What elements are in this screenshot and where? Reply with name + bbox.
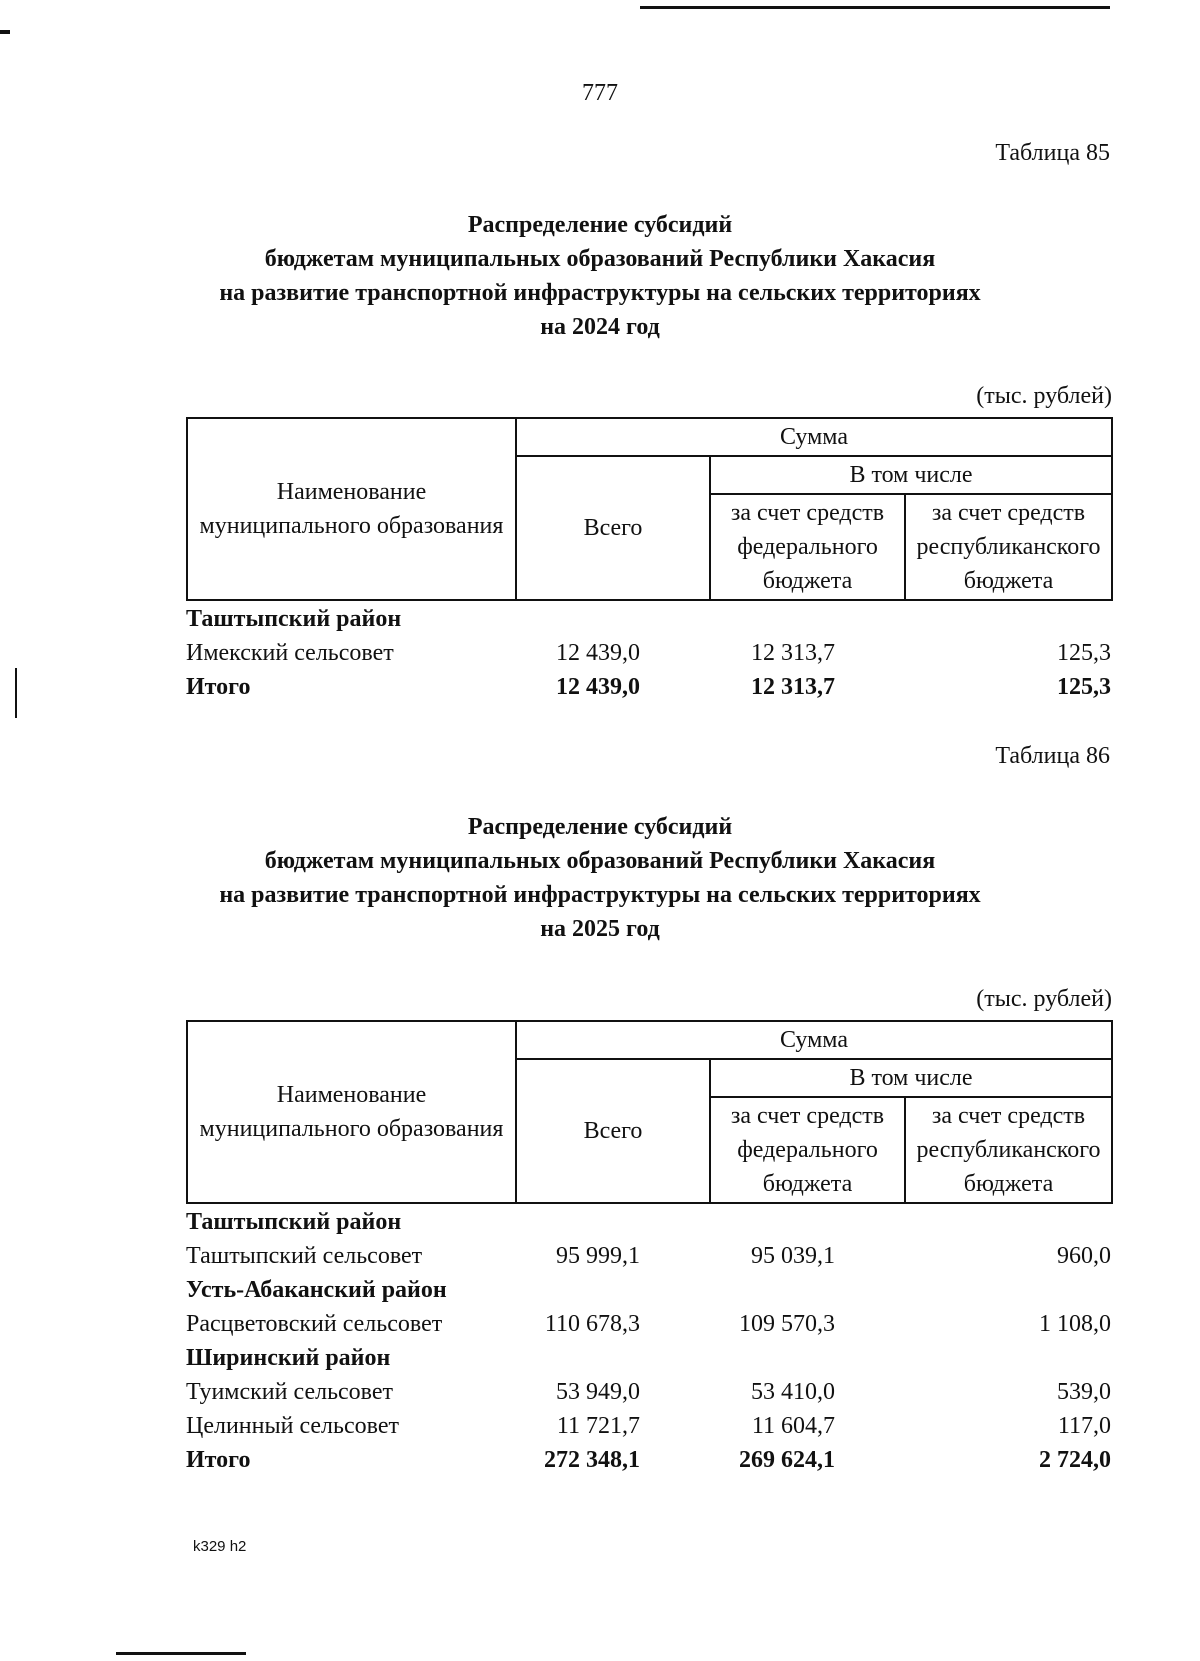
header-total: Всего	[516, 456, 710, 600]
header-federal: за счет средств федерального бюджета	[710, 1097, 905, 1203]
title-line: на развитие транспортной инфраструктуры на сельских территориях	[219, 280, 981, 306]
table-row	[186, 1375, 1111, 1409]
table-row	[186, 636, 1111, 670]
table-85-body	[186, 602, 1111, 704]
title-line: Распределение субсидий	[467, 814, 733, 840]
total-value: 110 678,3	[544, 1311, 640, 1337]
federal-value: 12 313,7	[751, 640, 835, 666]
municipality-name: Таштыпский сельсовет	[186, 1243, 423, 1269]
table-row	[186, 1341, 1111, 1375]
total-value: 272 348,1	[544, 1447, 640, 1473]
table-row	[186, 1273, 1111, 1307]
title-line: на развитие транспортной инфраструктуры на сельских территориях	[219, 882, 981, 908]
table-total-row	[186, 1443, 1111, 1477]
header-republic: за счет средств республиканского бюджета	[905, 494, 1112, 600]
footer-code: k329 h2	[193, 1538, 247, 1555]
total-value: 95 999,1	[556, 1243, 640, 1269]
header-republic: за счет средств республиканского бюджета	[905, 1097, 1112, 1203]
table-86-body	[186, 1205, 1111, 1477]
table-86-title	[130, 810, 1070, 946]
federal-value: 12 313,7	[751, 674, 835, 700]
header-name-column: Наименование муниципального образования	[187, 1021, 516, 1203]
federal-value: 53 410,0	[751, 1379, 835, 1405]
total-value: 11 721,7	[556, 1413, 640, 1439]
federal-value: 11 604,7	[751, 1413, 835, 1439]
title-line: на 2025 год	[540, 916, 660, 942]
district-name: Усть-Абаканский район	[186, 1277, 447, 1303]
scan-artifact-margin	[15, 668, 17, 718]
header-sum: Сумма	[516, 418, 1112, 456]
total-value: 12 439,0	[556, 674, 640, 700]
republic-value: 125,3	[1057, 674, 1111, 700]
table-86-units: (тыс. рублей)	[976, 986, 1112, 1012]
header-including: В том числе	[710, 1059, 1112, 1097]
scan-artifact-bottom	[116, 1652, 246, 1655]
table-86-header	[186, 1020, 1113, 1204]
table-row	[186, 1307, 1111, 1341]
header-federal: за счет средств федерального бюджета	[710, 494, 905, 600]
header-total: Всего	[516, 1059, 710, 1203]
total-label: Итого	[186, 674, 251, 700]
republic-value: 2 724,0	[1039, 1447, 1111, 1473]
table-85-label: Таблица 85	[995, 140, 1110, 166]
district-name: Ширинский район	[186, 1345, 391, 1371]
republic-value: 117,0	[1057, 1413, 1111, 1439]
table-86-label: Таблица 86	[995, 743, 1110, 769]
title-line: Распределение субсидий	[467, 212, 733, 238]
page-number: 777	[582, 80, 618, 106]
table-85-title	[130, 208, 1070, 344]
header-sum: Сумма	[516, 1021, 1112, 1059]
table-85-header	[186, 417, 1113, 601]
municipality-name: Туимский сельсовет	[186, 1379, 393, 1405]
total-label: Итого	[186, 1447, 251, 1473]
scan-artifact-left	[0, 30, 10, 34]
header-including: В том числе	[710, 456, 1112, 494]
table-row	[186, 1205, 1111, 1239]
municipality-name: Целинный сельсовет	[186, 1413, 399, 1439]
table-row	[186, 1239, 1111, 1273]
federal-value: 95 039,1	[751, 1243, 835, 1269]
republic-value: 125,3	[1057, 640, 1111, 666]
municipality-name: Расцветовский сельсовет	[186, 1311, 443, 1337]
district-name: Таштыпский район	[186, 1209, 402, 1235]
total-value: 53 949,0	[556, 1379, 640, 1405]
table-85-units: (тыс. рублей)	[976, 383, 1112, 409]
title-line: бюджетам муниципальных образований Республики Хакасия	[264, 848, 936, 874]
district-name: Таштыпский район	[186, 606, 402, 632]
total-value: 12 439,0	[556, 640, 640, 666]
republic-value: 1 108,0	[1039, 1311, 1111, 1337]
title-line: бюджетам муниципальных образований Республики Хакасия	[264, 246, 936, 272]
federal-value: 109 570,3	[739, 1311, 835, 1337]
republic-value: 960,0	[1057, 1243, 1111, 1269]
title-line: на 2024 год	[540, 314, 660, 340]
table-total-row	[186, 670, 1111, 704]
scan-artifact-top	[640, 6, 1110, 9]
federal-value: 269 624,1	[739, 1447, 835, 1473]
table-row	[186, 1409, 1111, 1443]
republic-value: 539,0	[1057, 1379, 1111, 1405]
municipality-name: Имекский сельсовет	[186, 640, 394, 666]
header-name-column: Наименование муниципального образования	[187, 418, 516, 600]
table-row	[186, 602, 1111, 636]
